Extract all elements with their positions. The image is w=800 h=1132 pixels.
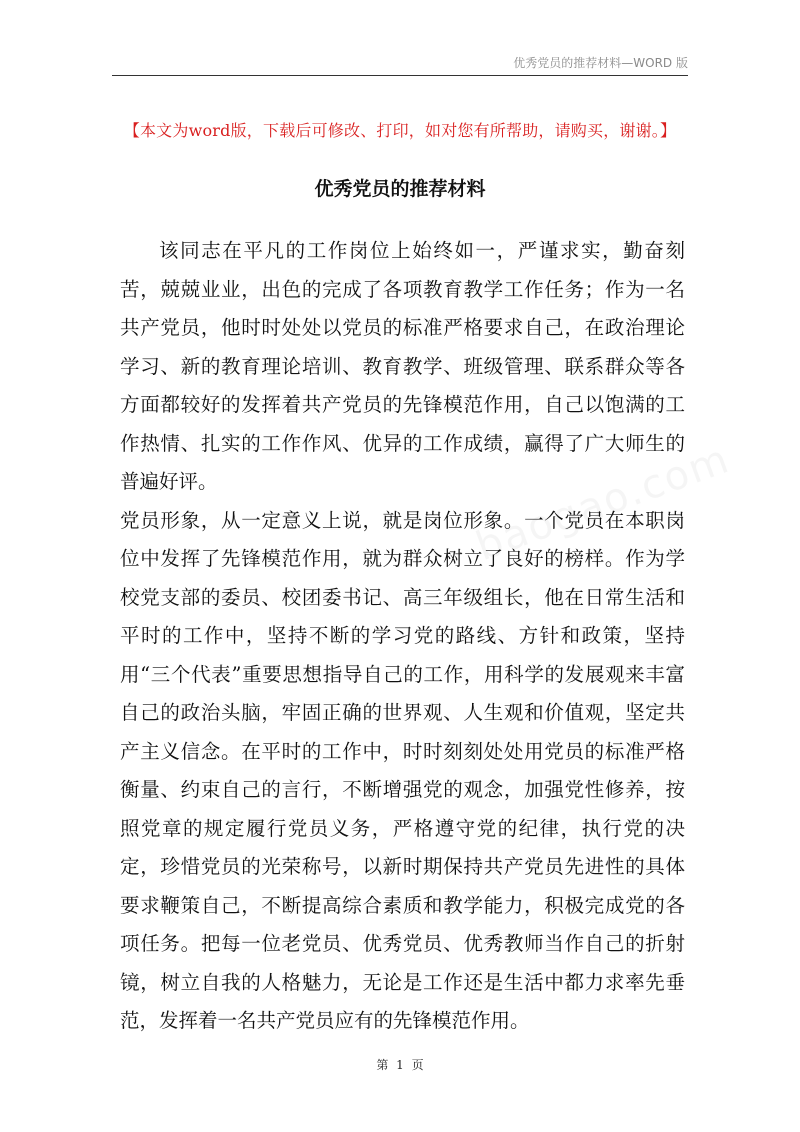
document-body <box>120 232 685 1041</box>
download-notice: 【本文为word版，下载后可修改、打印，如对您有所帮助，请购买，谢谢。】 <box>123 121 677 140</box>
footer-prefix: 第 <box>376 1058 389 1072</box>
document-title: 优秀党员的推荐材料 <box>314 178 486 200</box>
paragraph-2: 党员形象，从一定意义上说，就是岗位形象。一个党员在本职岗位中发挥了先锋模范作用，就为群众树立了良好的榜样。作为学校党支部的委员、校团委书记、高三年级组长，他在日常生活和平时的工作中，坚持不断的学习党的路线、方针和政策，坚持用“三个代表”重要思想指导自己的工作，用科学的发展观来丰富自己的政治头脑，牢固正确的世界观、人生观和价值观，坚定共产主义信念。在平时的工作中，时时刻刻处处用党员的标准严格衡量、约束自己的言行，不断增强党的观念，加强党性修养，按照党章的规定履行党员义务，严格遵守党的纪律，执行党的决定，珍惜党员的光荣称号，以新时期保持共产党员先进性的具体要求鞭策自己，不断提高综合素质和教学能力，积极完成党的各项任务。把每一位老党员、优秀党员、优秀教师当作自己的折射镜，树立自我的人格魅力，无论是工作还是生活中都力求率先垂范，发挥着一名共产党员应有的先锋模范作用。 <box>120 508 685 1032</box>
page-number: 1 <box>396 1058 404 1072</box>
header-divider <box>112 75 688 76</box>
paragraph-1: 该同志在平凡的工作岗位上始终如一，严谨求实，勤奋刻苦，兢兢业业，出色的完成了各项教育教学工作任务；作为一名共产党员，他时时处处以党员的标准严格要求自己，在政治理论学习、新的教育理论培训、教育教学、班级管理、联系群众等各方面都较好的发挥着共产党员的先锋模范作用，自己以饱满的工作热情、扎实的工作作风、优异的工作成绩，赢得了广大师生的普遍好评。 <box>120 239 685 493</box>
footer-suffix: 页 <box>411 1058 424 1072</box>
running-header: 优秀党员的推荐材料—WORD 版 <box>513 56 688 70</box>
page-footer <box>0 1056 800 1073</box>
